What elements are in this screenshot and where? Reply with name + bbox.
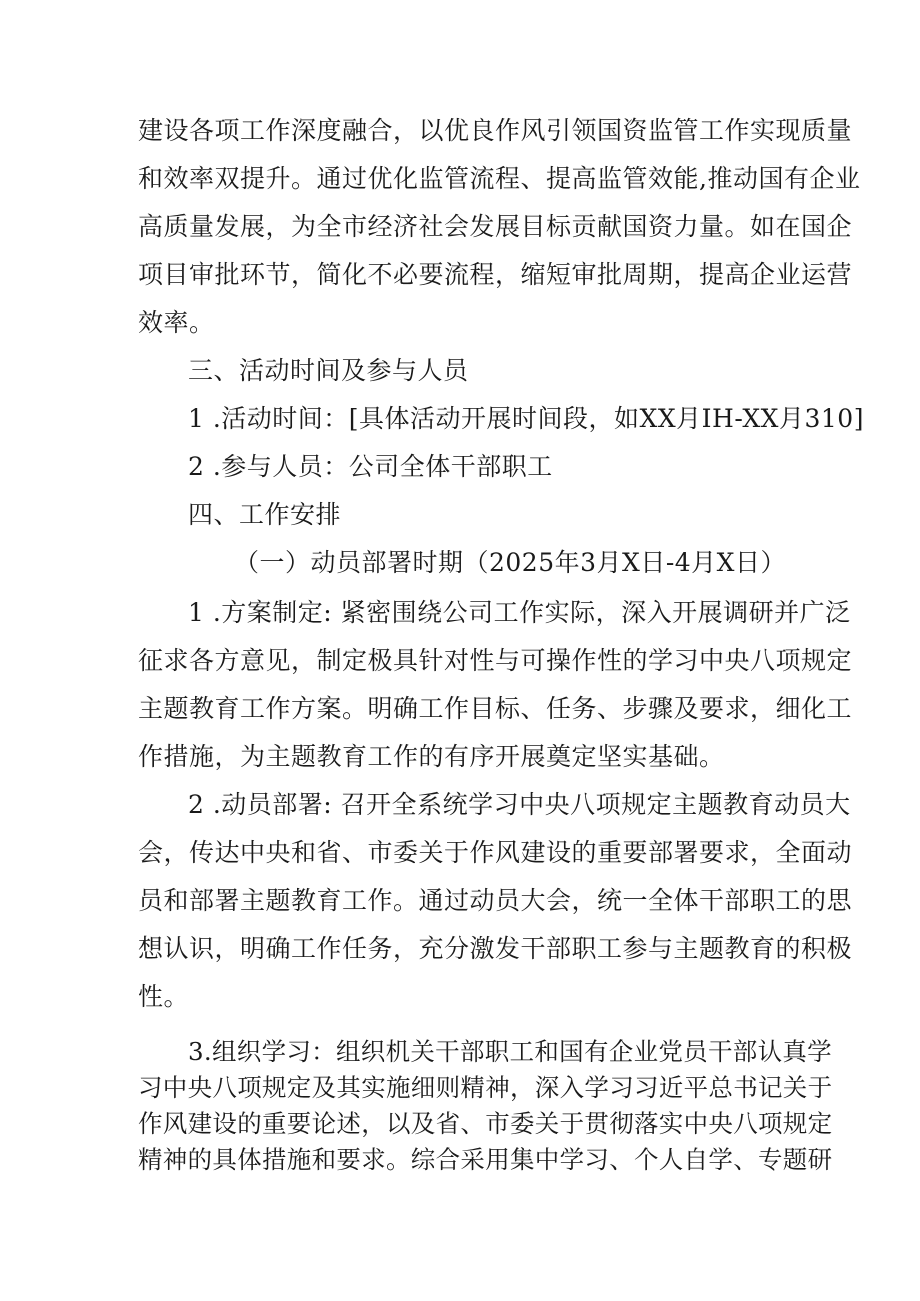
text-line-5: 效率。 [138,308,215,337]
participants-line: 2 .参与人员：公司全体干部职工 [188,452,553,481]
text-line-13: 主题教育工作方案。明确工作目标、任务、步骤及要求，细化工 [138,694,853,723]
activity-time-line: 1 .活动时间：[具体活动开展时间段，如XX月IH-XX月310] [188,404,864,433]
text-line-20: 3.组织学习：组织机关干部职工和国有企业党员干部认真学 [188,1037,832,1066]
text-line-19: 性。 [138,982,190,1011]
text-line-22: 作风建设的重要论述，以及省、市委关于贯彻落实中央八项规定 [138,1109,833,1138]
subsection-heading-1: （一）动员部署时期（2025年3月X日-4月X日） [234,548,786,577]
section-heading-4: 四、工作安排 [188,500,342,529]
text-line-17: 员和部署主题教育工作。通过动员大会，统一全体干部职工的思 [138,886,853,915]
text-line-21: 习中央八项规定及其实施细则精神，深入学习习近平总书记关于 [138,1073,833,1102]
text-line-18: 想认识，明确工作任务，充分激发干部职工参与主题教育的积极 [138,934,853,963]
text-line-15: 2 .动员部署: 召开全系统学习中央八项规定主题教育动员大 [188,790,851,819]
text-line-14: 作措施，为主题教育工作的有序开展奠定坚实基础。 [138,742,725,771]
text-line-3: 高质量发展，为全市经济社会发展目标贡献国资力量。如在国企 [138,212,853,241]
text-line-1: 建设各项工作深度融合，以优良作风引领国资监管工作实现质量 [138,116,853,145]
section-heading-3: 三、活动时间及参与人员 [188,356,469,385]
text-line-11: 1 .方案制定: 紧密围绕公司工作实际，深入开展调研并广泛 [188,598,851,627]
text-line-2: 和效率双提升。通过优化监管流程、提高监管效能,推动国有企业 [138,164,861,193]
text-line-23: 精神的具体措施和要求。综合采用集中学习、个人自学、专题研 [138,1145,833,1174]
text-line-4: 项目审批环节，简化不必要流程，缩短审批周期，提高企业运营 [138,260,853,289]
text-line-12: 征求各方意见，制定极具针对性与可操作性的学习中央八项规定 [138,646,853,675]
text-line-16: 会，传达中央和省、市委关于作风建设的重要部署要求，全面动 [138,838,853,867]
